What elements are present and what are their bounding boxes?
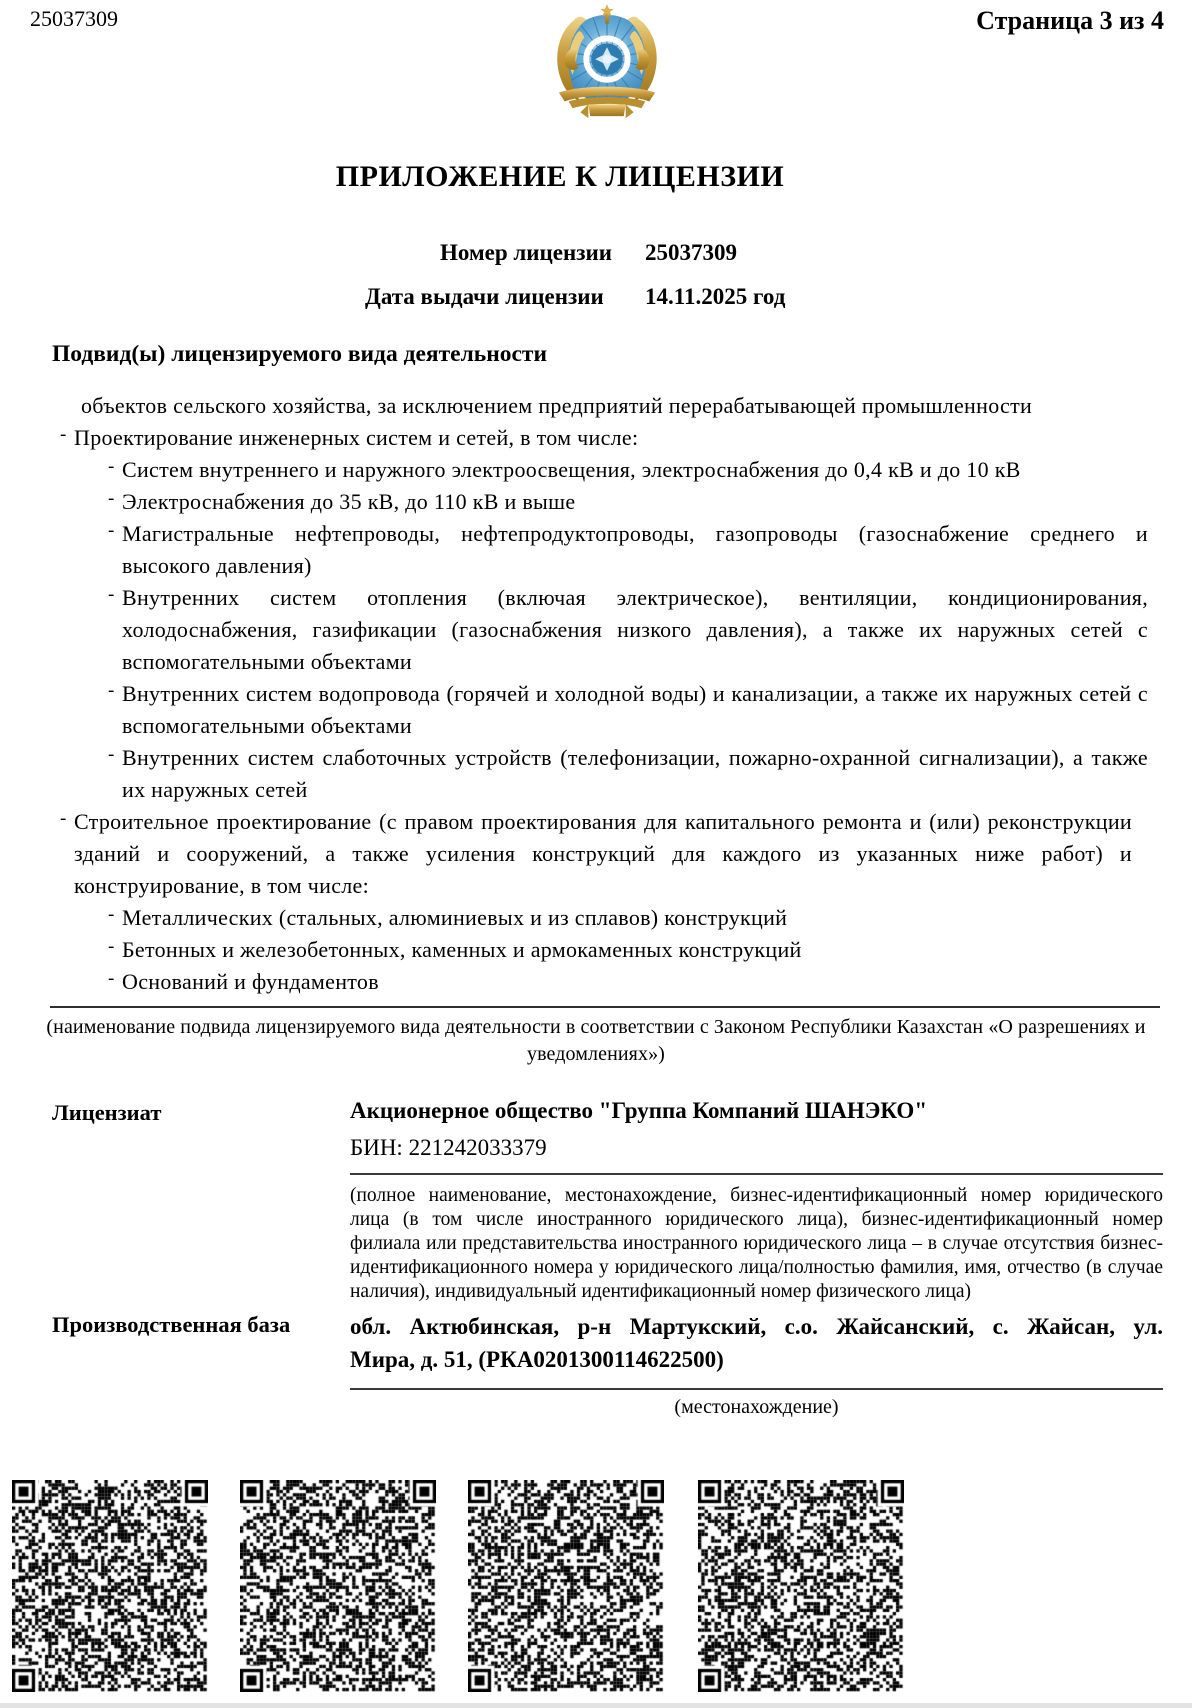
header-license-number: 25037309 [30, 6, 118, 31]
license-date-label: Дата выдачи лицензии [365, 284, 604, 309]
production-base-address: Мира, д. 51, (РКА0201300114622500) [350, 1347, 724, 1372]
production-base-underline [350, 1388, 1163, 1390]
production-base-address: обл. Актюбинская, р-н Мартукский, с.о. Жайсанский, с. Жайсан, ул. [350, 1314, 1163, 1339]
licensee-footnote: (полное наименование, местонахождение, бизнес-идентификационный номер юридического лица (в том числе иностранного юридического лица), бизнес-идентификационный номер филиала или представительства иностранного юридического лица – в случае отсутствия бизнес-идентификационного номера у юридического лица/полностью фамилия, имя, отчество (в случае наличия), индивидуальный идентификационный номер физического лица) [350, 1185, 1163, 1302]
subtypes-heading: Подвид(ы) лицензируемого вида деятельности [52, 341, 547, 367]
subtype-item: - Систем внутреннего и наружного электроосвещения, электроснабжения до 0,4 кВ и до 10 кВ [0, 454, 1148, 486]
production-base-label: Производственная база [52, 1312, 291, 1337]
subtype-item: - Внутренних систем отопления (включая электрическое), вентиляции, кондиционирования, холодоснабжения, газификации (газоснабжения низкого давления), а также их наружных сетей с вспомогательными объектами [0, 582, 1148, 678]
license-number-row [0, 240, 1192, 270]
production-base-value-block [350, 1310, 1163, 1419]
qr-code [468, 1480, 664, 1692]
subtype-item: - Электроснабжения до 35 кВ, до 110 кВ и выше [0, 486, 1148, 518]
page-bottom-edge [0, 1703, 1192, 1708]
license-date-value: 14.11.2025 год [645, 284, 786, 309]
subtype-item: - Бетонных и железобетонных, каменных и армокаменных конструкций [0, 934, 1148, 966]
subtypes-section [0, 390, 1192, 1068]
licensee-bin: БИН: 221242033379 [350, 1135, 547, 1160]
subtype-item: - Оснований и фундаментов [0, 966, 1148, 998]
license-date-row [0, 284, 1192, 314]
qr-code [12, 1480, 208, 1692]
page-title: ПРИЛОЖЕНИЕ К ЛИЦЕНЗИИ [335, 160, 785, 193]
subtypes-divider [50, 1006, 1160, 1008]
licensee-value-block [350, 1098, 1163, 1304]
kazakhstan-emblem-icon [545, 2, 669, 126]
header-page-label: Страница 3 из 4 [976, 6, 1164, 35]
subtype-item: - Проектирование инженерных систем и сетей, в том числе: [0, 422, 1132, 454]
licensee-underline [350, 1173, 1163, 1175]
licensee-name: Акционерное общество "Группа Компаний ШАНЭКО" [350, 1098, 928, 1123]
license-number-label: Номер лицензии [440, 240, 612, 265]
subtype-list [0, 422, 1192, 998]
license-number-value: 25037309 [645, 240, 737, 265]
production-base-footnote: (местонахождение) [674, 1396, 839, 1418]
qr-code [240, 1480, 436, 1692]
subtype-item: - Строительное проектирование (с правом проектирования для капитального ремонта и (или) реконструкции зданий и сооружений, а также усиления конструкций для каждого из указанных ниже работ) и конструирование, в том числе: [0, 806, 1132, 902]
subtype-item: - Внутренних систем слаботочных устройств (телефонизации, пожарно-охранной сигнализации), а также их наружных сетей [0, 742, 1148, 806]
subtype-item: - Внутренних систем водопровода (горячей и холодной воды) и канализации, а также их наружных сетей с вспомогательными объектами [0, 678, 1148, 742]
subtype-item: - Металлических (стальных, алюминиевых и из сплавов) конструкций [0, 902, 1148, 934]
licensee-label: Лицензиат [52, 1100, 162, 1125]
subtype-item: - Магистральные нефтепроводы, нефтепродуктопроводы, газопроводы (газоснабжение среднего и высокого давления) [0, 518, 1148, 582]
subtypes-footnote: (наименование подвида лицензируемого вида деятельности в соответствии с Законом Республики Казахстан «О разрешениях и уведомлениях») [46, 1016, 1146, 1065]
subtypes-intro: объектов сельского хозяйства, за исключением предприятий перерабатывающей промышленности [81, 393, 1033, 418]
qr-code [698, 1480, 904, 1692]
